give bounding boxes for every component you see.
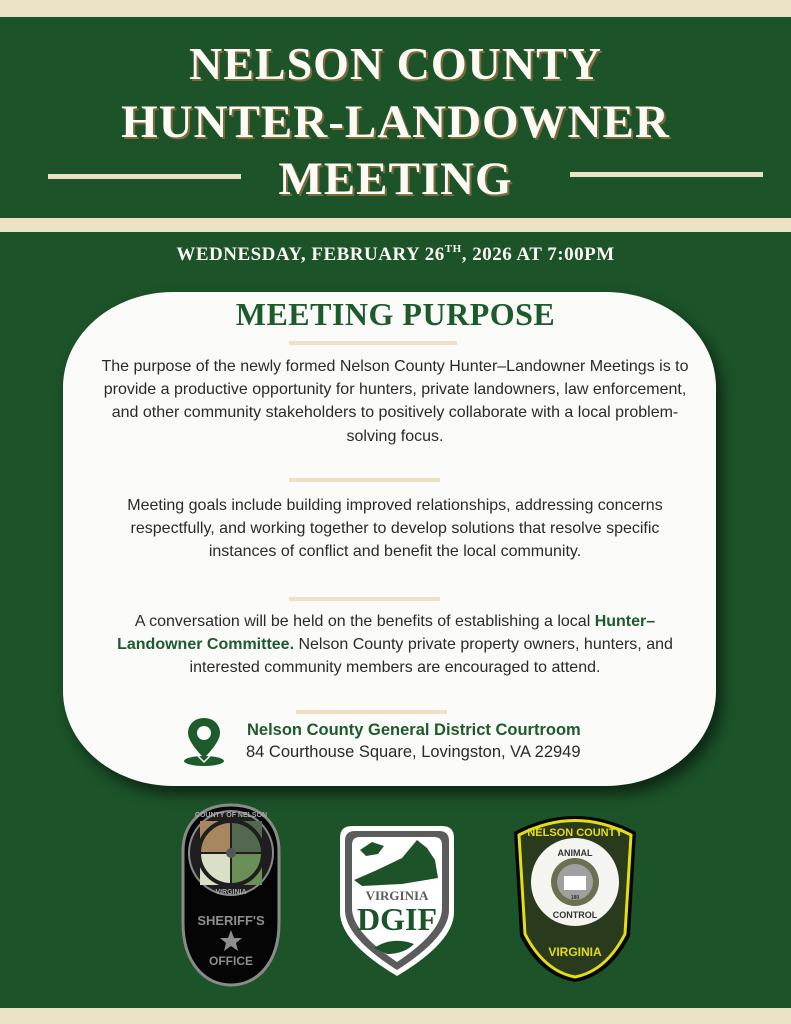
dgif-line1: VIRGINIA (365, 888, 429, 903)
animal-control-logo (510, 806, 640, 989)
title-rule-left (48, 174, 241, 179)
date-rest: , 2026 AT 7:00PM (461, 244, 615, 265)
ac-top-text: NELSON COUNTY (527, 827, 623, 839)
map-pin-icon (178, 716, 230, 768)
paragraph3-text: A conversation will be held on the benefits of establishing a local (134, 613, 595, 630)
title-rule-right (570, 172, 763, 177)
paragraph3-text-end: Nelson County private property owners, hunters, and interested community members are encouraged to attend. (189, 636, 673, 677)
dgif-line2: DGIF (357, 901, 437, 937)
sheriff-line1: SHERIFF'S (197, 913, 265, 928)
sheriff-office-logo (180, 803, 282, 992)
ac-year: 180 (570, 895, 580, 901)
title-line-3: MEETING (278, 153, 513, 205)
ac-line2: CONTROL (552, 910, 598, 920)
ac-line1: ANIMAL (557, 848, 593, 858)
meeting-date (0, 243, 791, 266)
ac-bottom-text: VIRGINIA (548, 945, 602, 959)
separator (289, 478, 440, 482)
title-line-2: HUNTER-LANDOWNER (121, 96, 670, 148)
sheriff-line2: OFFICE (209, 954, 253, 968)
purpose-heading: MEETING PURPOSE (235, 296, 556, 332)
top-cream-band (0, 0, 791, 17)
committee-highlight: Hunter–Landowner Committee. (117, 613, 656, 654)
date-prefix: WEDNESDAY, FEBRUARY 26 (176, 244, 445, 265)
separator (289, 597, 440, 601)
separator (289, 341, 457, 345)
virginia-dgif-logo (332, 820, 462, 985)
title-line-1: NELSON COUNTY (188, 38, 602, 89)
separator (296, 710, 447, 714)
mid-cream-band (0, 218, 791, 232)
purpose-paragraph-3 (100, 610, 690, 680)
venue-address: 84 Courthouse Square, Lovingston, VA 22949 (246, 743, 581, 761)
purpose-paragraph-1: The purpose of the newly formed Nelson County Hunter–Landowner Meetings is to provide a productive opportunity for hunters, private landowners, law enforcement, and other community stakeholders to positively collaborate with a local problem-solving focus. (101, 358, 689, 445)
sheriff-state-text: VIRGINIA (215, 889, 247, 896)
bottom-cream-band (0, 1008, 791, 1024)
date-ordinal: TH (444, 243, 462, 255)
purpose-paragraph-2: Meeting goals include building improved relationships, addressing concerns respectfully, and working together to develop solutions that resolve specific instances of conflict and benefit the local community. (127, 497, 663, 561)
sheriff-top-text: COUNTY OF NELSON (194, 812, 268, 819)
venue-name: Nelson County General District Courtroom (247, 721, 581, 739)
